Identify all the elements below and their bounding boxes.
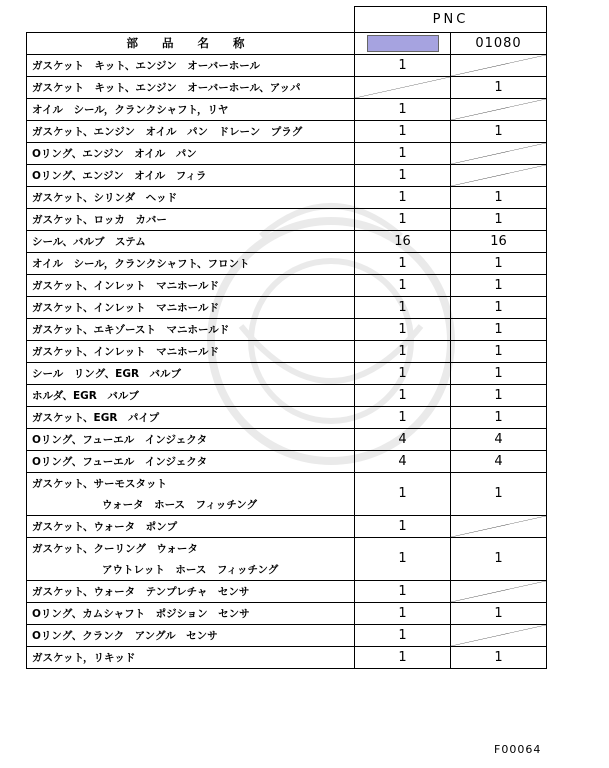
- part-name-cell: [27, 580, 355, 602]
- qty-cell-col-1: 1: [355, 208, 451, 230]
- part-name-cell: [27, 142, 355, 164]
- not-applicable-slash-icon: [355, 77, 450, 98]
- table-row: [27, 580, 547, 602]
- part-name: ガスケット、インレット マニホールド: [32, 301, 219, 314]
- qty-cell-col-1: 16: [355, 230, 451, 252]
- qty-cell-col-1: 1: [355, 98, 451, 120]
- table-row: [27, 318, 547, 340]
- qty-cell-col-1: 1: [355, 120, 451, 142]
- qty-not-applicable-cell: [451, 624, 547, 646]
- table-row: [27, 472, 547, 515]
- part-name: ガスケット、ロッカ カバー: [32, 213, 167, 226]
- qty-cell-col-1: 1: [355, 624, 451, 646]
- part-name-cell: [27, 252, 355, 274]
- part-name: ガスケット、シリンダ ヘッド: [32, 191, 178, 204]
- table-row: [27, 230, 547, 252]
- part-name: オイル シール，クランクシャフト，リヤ: [32, 103, 229, 116]
- table-row: [27, 450, 547, 472]
- parts-table: [26, 6, 547, 669]
- qty-cell-col-1: 1: [355, 296, 451, 318]
- part-name-cell: [27, 428, 355, 450]
- part-name: Oリング、エンジン オイル フィラ: [32, 169, 207, 182]
- qty-not-applicable-cell: [451, 98, 547, 120]
- part-name: シール リング、EGR バルブ: [32, 367, 182, 380]
- part-name: ガスケット、エキゾースト マニホールド: [32, 323, 230, 336]
- qty-not-applicable-cell: [451, 515, 547, 537]
- qty-cell-col-1: 1: [355, 537, 451, 580]
- qty-not-applicable-cell: [451, 142, 547, 164]
- part-name: ホルダ、EGR バルブ: [32, 389, 139, 402]
- part-name: ガスケット、ウォータ テンプレチャ センサ: [32, 585, 250, 598]
- qty-cell-col-2: 1: [451, 186, 547, 208]
- qty-cell-col-1: 1: [355, 580, 451, 602]
- table-row: [27, 340, 547, 362]
- part-name: Oリング、カムシャフト ポジション センサ: [32, 607, 250, 620]
- qty-cell-col-2: 1: [451, 318, 547, 340]
- qty-cell-col-1: 4: [355, 450, 451, 472]
- part-name-cell: [27, 362, 355, 384]
- part-name: ガスケット、EGR パイプ: [32, 411, 160, 424]
- qty-cell-col-1: 1: [355, 515, 451, 537]
- table-row: [27, 186, 547, 208]
- part-name: ガスケット，リキッド: [32, 651, 136, 664]
- qty-not-applicable-cell: [451, 580, 547, 602]
- table-row: [27, 142, 547, 164]
- table-row: [27, 296, 547, 318]
- table-row: [27, 602, 547, 624]
- qty-cell-col-2: 1: [451, 208, 547, 230]
- table-row: [27, 120, 547, 142]
- part-name: ガスケット キット、エンジン オーバーホール: [32, 59, 261, 72]
- qty-cell-col-1: 1: [355, 362, 451, 384]
- part-name: Oリング、フューエル インジェクタ: [32, 455, 208, 468]
- table-row: [27, 384, 547, 406]
- qty-cell-col-1: 1: [355, 164, 451, 186]
- part-name-line-2: アウトレット ホース フィッチング: [102, 563, 279, 576]
- table-row: [27, 274, 547, 296]
- part-name-cell: [27, 472, 355, 515]
- qty-cell-col-1: 1: [355, 54, 451, 76]
- qty-cell-col-2: 1: [451, 362, 547, 384]
- part-name-cell: [27, 186, 355, 208]
- column-header-row: [27, 32, 547, 54]
- qty-cell-col-2: 1: [451, 602, 547, 624]
- table-row: [27, 54, 547, 76]
- table-row: [27, 537, 547, 580]
- part-name-cell: [27, 450, 355, 472]
- qty-cell-col-2: 1: [451, 384, 547, 406]
- part-name-column-header: 部 品 名 称: [27, 32, 355, 54]
- part-name-cell: [27, 602, 355, 624]
- parts-sheet: [26, 6, 546, 669]
- qty-cell-col-1: 1: [355, 340, 451, 362]
- part-name-cell: [27, 164, 355, 186]
- part-name-line-2: ウォータ ホース フィッチング: [102, 498, 257, 511]
- table-row: [27, 646, 547, 668]
- table-row: [27, 208, 547, 230]
- qty-cell-col-2: 4: [451, 450, 547, 472]
- table-row: [27, 362, 547, 384]
- parts-table-body: [27, 54, 547, 668]
- part-name: ガスケット、クーリング ウォータ: [32, 542, 198, 555]
- qty-cell-col-1: 1: [355, 646, 451, 668]
- qty-cell-col-1: 1: [355, 318, 451, 340]
- qty-not-applicable-cell: [451, 164, 547, 186]
- qty-cell-col-2: 1: [451, 252, 547, 274]
- not-applicable-slash-icon: [451, 625, 546, 646]
- qty-not-applicable-cell: [451, 54, 547, 76]
- table-row: [27, 76, 547, 98]
- qty-not-applicable-cell: [355, 76, 451, 98]
- part-name-cell: [27, 120, 355, 142]
- qty-cell-col-2: 1: [451, 274, 547, 296]
- part-name-cell: [27, 515, 355, 537]
- part-name: ガスケット キット、エンジン オーバーホール、アッパ: [32, 81, 301, 94]
- qty-cell-col-2: 1: [451, 646, 547, 668]
- table-row: [27, 98, 547, 120]
- pnc-column-1-header: [355, 32, 451, 54]
- qty-cell-col-2: 1: [451, 120, 547, 142]
- part-name: ガスケット、エンジン オイル パン ドレーン プラグ: [32, 125, 303, 138]
- pnc-label: PNC: [355, 7, 547, 33]
- not-applicable-slash-icon: [451, 99, 546, 120]
- part-name-cell: [27, 340, 355, 362]
- qty-cell-col-1: 1: [355, 472, 451, 515]
- qty-cell-col-1: 1: [355, 252, 451, 274]
- part-name: シール、バルブ ステム: [32, 235, 146, 248]
- qty-cell-col-1: 1: [355, 186, 451, 208]
- part-name-cell: [27, 98, 355, 120]
- part-name-cell: [27, 318, 355, 340]
- qty-cell-col-2: 1: [451, 296, 547, 318]
- qty-cell-col-2: 16: [451, 230, 547, 252]
- qty-cell-col-1: 1: [355, 602, 451, 624]
- part-name-cell: [27, 537, 355, 580]
- not-applicable-slash-icon: [451, 55, 546, 76]
- pnc-column-1-swatch: [367, 35, 439, 52]
- part-name: ガスケット、ウォータ ポンプ: [32, 520, 178, 533]
- pnc-header-row: [27, 7, 547, 33]
- qty-cell-col-2: 1: [451, 340, 547, 362]
- figure-code: F00064: [494, 743, 542, 756]
- table-row: [27, 406, 547, 428]
- part-name-cell: [27, 406, 355, 428]
- part-name-cell: [27, 624, 355, 646]
- qty-cell-col-1: 4: [355, 428, 451, 450]
- pnc-column-2-header: 01080: [451, 32, 547, 54]
- part-name-cell: [27, 384, 355, 406]
- table-row: [27, 252, 547, 274]
- part-name: ガスケット、サーモスタット: [32, 477, 168, 490]
- qty-cell-col-2: 4: [451, 428, 547, 450]
- qty-cell-col-2: 1: [451, 537, 547, 580]
- header-blank-cell: [27, 7, 355, 33]
- part-name-cell: [27, 54, 355, 76]
- qty-cell-col-1: 1: [355, 274, 451, 296]
- table-row: [27, 164, 547, 186]
- table-row: [27, 515, 547, 537]
- part-name-cell: [27, 76, 355, 98]
- qty-cell-col-1: 1: [355, 384, 451, 406]
- qty-cell-col-1: 1: [355, 142, 451, 164]
- table-row: [27, 428, 547, 450]
- not-applicable-slash-icon: [451, 516, 546, 537]
- not-applicable-slash-icon: [451, 165, 546, 186]
- part-name: ガスケット、インレット マニホールド: [32, 345, 219, 358]
- part-name-cell: [27, 230, 355, 252]
- qty-cell-col-2: 1: [451, 76, 547, 98]
- part-name-cell: [27, 208, 355, 230]
- table-row: [27, 624, 547, 646]
- qty-cell-col-1: 1: [355, 406, 451, 428]
- part-name-cell: [27, 646, 355, 668]
- not-applicable-slash-icon: [451, 143, 546, 164]
- part-name: Oリング、フューエル インジェクタ: [32, 433, 208, 446]
- qty-cell-col-2: 1: [451, 406, 547, 428]
- part-name: オイル シール，クランクシャフト、フロント: [32, 257, 250, 270]
- part-name-cell: [27, 274, 355, 296]
- part-name: ガスケット、インレット マニホールド: [32, 279, 219, 292]
- part-name: Oリング、エンジン オイル パン: [32, 147, 197, 160]
- part-name: Oリング、クランク アングル センサ: [32, 629, 218, 642]
- not-applicable-slash-icon: [451, 581, 546, 602]
- qty-cell-col-2: 1: [451, 472, 547, 515]
- part-name-cell: [27, 296, 355, 318]
